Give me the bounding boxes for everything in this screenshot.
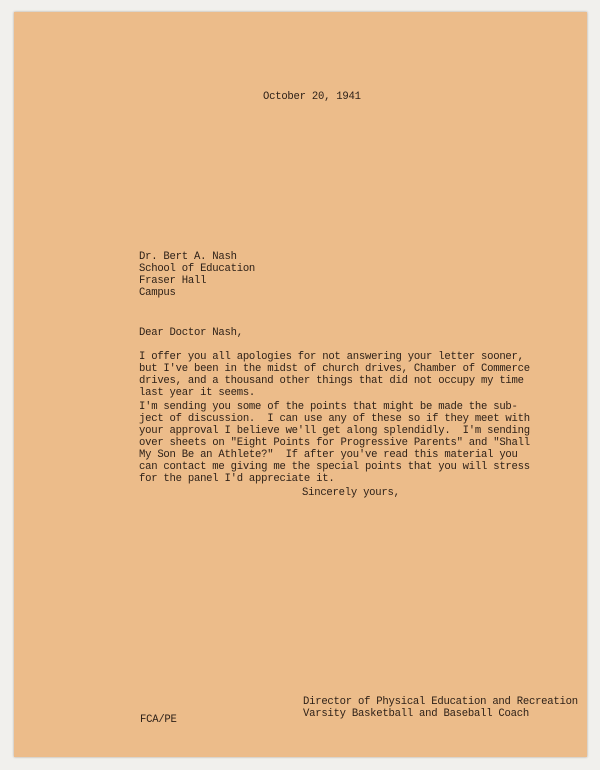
paragraph-line: ject of discussion. I can use any of these so if they meet with xyxy=(139,413,530,425)
recipient-department: School of Education xyxy=(139,263,256,275)
paragraph-1 xyxy=(139,351,530,399)
letter-date: October 20, 1941 xyxy=(263,91,361,103)
paragraph-line: can contact me giving me the special points that you will stress xyxy=(139,461,530,473)
paragraph-line: I'm sending you some of the points that might be made the sub- xyxy=(139,401,518,413)
signature-title-line: Varsity Basketball and Baseball Coach xyxy=(303,708,529,720)
paragraph-line: your approval I believe we'll get along splendidly. I'm sending xyxy=(139,425,530,437)
paragraph-line: over sheets on "Eight Points for Progressive Parents" and "Shall xyxy=(139,437,530,449)
paragraph-line: My Son Be an Athlete?" If after you've read this material you xyxy=(139,449,518,461)
paragraph-line: last year it seems. xyxy=(139,387,256,399)
recipient-location: Campus xyxy=(139,287,176,299)
paragraph-line: for the panel I'd appreciate it. xyxy=(139,473,335,485)
signature-title-line: Director of Physical Education and Recreation xyxy=(303,696,578,708)
closing: Sincerely yours, xyxy=(302,487,400,499)
letter-page xyxy=(14,12,587,757)
recipient-address xyxy=(139,251,255,299)
salutation: Dear Doctor Nash, xyxy=(139,327,243,339)
paragraph-line: I offer you all apologies for not answering your letter sooner, xyxy=(139,351,524,363)
recipient-name: Dr. Bert A. Nash xyxy=(139,251,237,263)
paragraph-line: drives, and a thousand other things that did not occupy my time xyxy=(139,375,524,387)
signature-title xyxy=(303,696,578,720)
paragraph-line: but I've been in the midst of church drives, Chamber of Commerce xyxy=(139,363,530,375)
paragraph-2 xyxy=(139,401,530,485)
recipient-building: Fraser Hall xyxy=(139,275,207,287)
typist-initials: FCA/PE xyxy=(140,714,177,726)
